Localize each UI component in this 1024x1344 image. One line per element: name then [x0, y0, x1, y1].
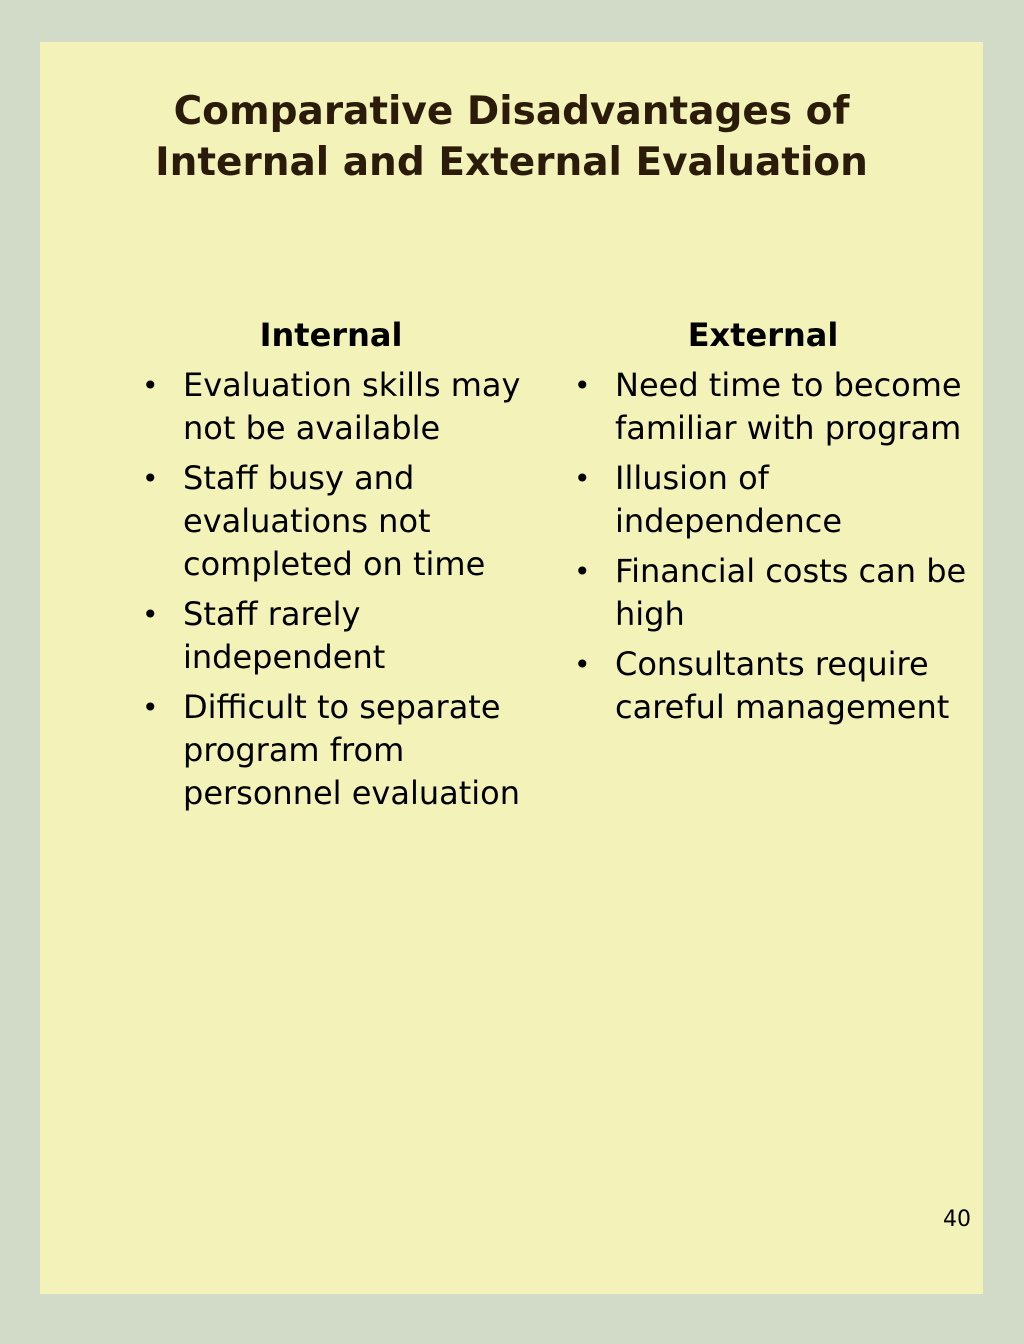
list-item-text: Evaluation skills may not be available: [183, 366, 521, 447]
list-item-text: Financial costs can be high: [615, 552, 967, 633]
list-item: [568, 643, 978, 729]
internal-list: [136, 364, 536, 815]
bullet-icon: •: [142, 462, 159, 495]
list-item-text: Staff rarely independent: [183, 595, 386, 676]
title-line-1: Comparative Disadvantages of: [173, 89, 850, 134]
list-item: [136, 364, 536, 450]
external-heading: External: [687, 316, 839, 354]
list-item-text: Illusion of independence: [615, 459, 843, 540]
title-line-2: Internal and External Evaluation: [155, 140, 868, 185]
list-item-text: Consultants require careful management: [615, 645, 950, 726]
internal-column: [136, 314, 536, 822]
list-item: [136, 686, 536, 815]
bullet-icon: •: [574, 462, 591, 495]
external-list: [568, 364, 978, 729]
bullet-icon: •: [142, 598, 159, 631]
bullet-icon: •: [142, 369, 159, 402]
bullet-icon: •: [574, 369, 591, 402]
bullet-icon: •: [574, 555, 591, 588]
list-item-text: Difficult to separate program from personnel evaluation: [183, 688, 521, 812]
list-item-text: Staff busy and evaluations not completed on time: [183, 459, 486, 583]
bullet-icon: •: [142, 691, 159, 724]
external-column: [568, 314, 978, 736]
list-item: [136, 593, 536, 679]
slide-title: [40, 86, 983, 188]
list-item: [568, 550, 978, 636]
bullet-icon: •: [574, 648, 591, 681]
list-item: [568, 457, 978, 543]
list-item-text: Need time to become familiar with program: [615, 366, 962, 447]
list-item: [568, 364, 978, 450]
page-number: 40: [943, 1207, 971, 1232]
internal-heading: Internal: [259, 316, 403, 354]
slide: [40, 42, 983, 1294]
list-item: [136, 457, 536, 586]
